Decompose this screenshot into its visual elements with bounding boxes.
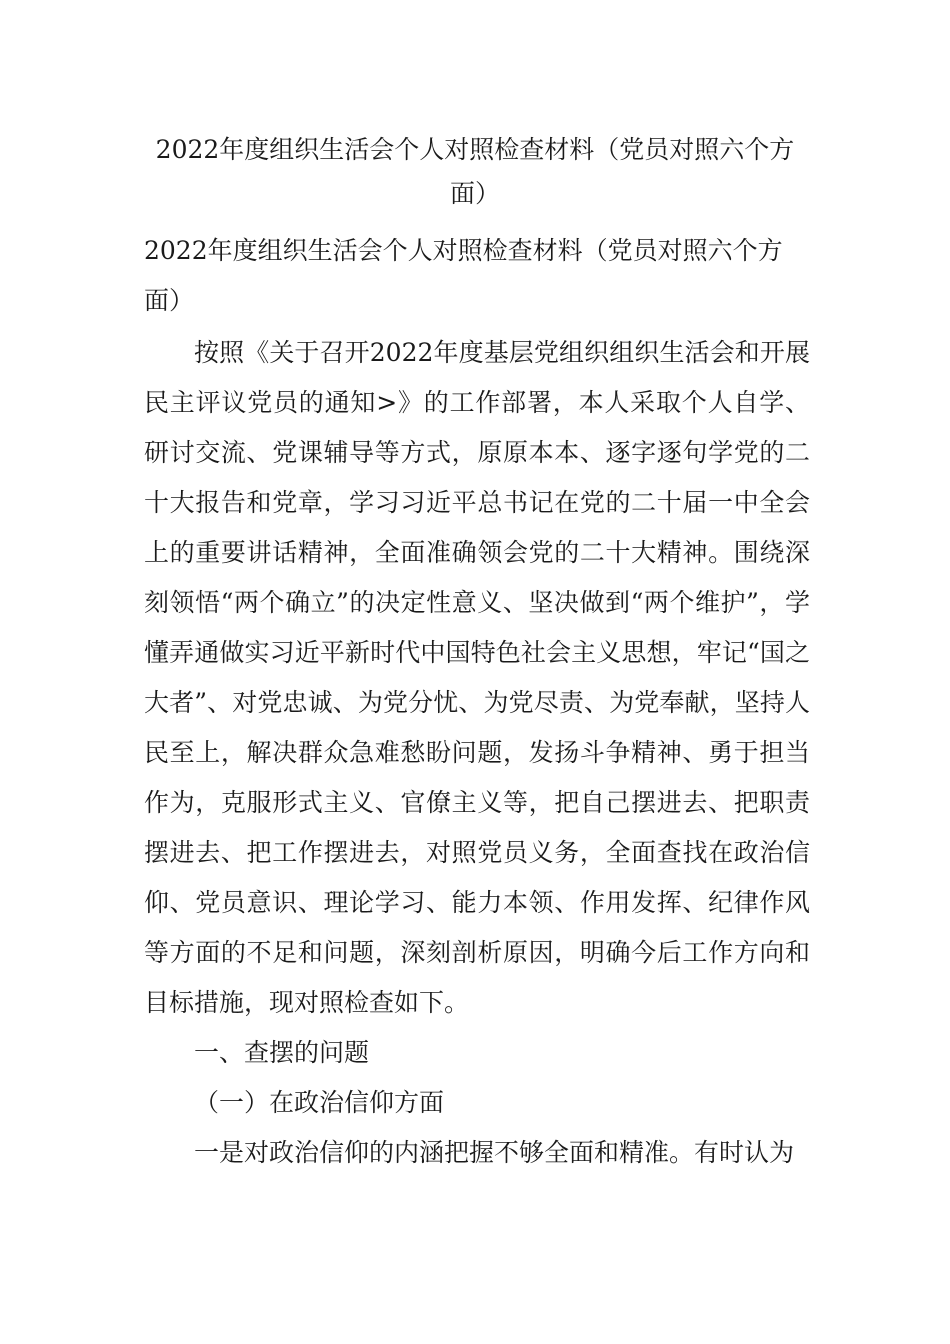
body-paragraph-intro: 按照《关于召开2022年度基层党组织组织生活会和开展民主评议党员的通知>》的工作部署，本人采取个人自学、研讨交流、党课辅导等方式，原原本本、逐字逐句学党的二十大报告和党章，学习习近平总书记在党的二十届一中全会上的重要讲话精神，全面准确领会党的二十大精神。围绕深刻领悟“两个确立”的决定性意义、坚决做到“两个维护”，学懂弄通做实习近平新时代中国特色社会主义思想，牢记“国之大者”、对党忠诚、为党分忧、为党尽责、为党奉献，坚持人民至上，解决群众急难愁盼问题，发扬斗争精神、勇于担当作为，克服形式主义、官僚主义等，把自己摆进去、把职责摆进去、把工作摆进去，对照党员义务，全面查找在政治信仰、党员意识、理论学习、能力本领、作用发挥、纪律作风等方面的不足和问题，深刻剖析原因，明确今后工作方向和目标措施，现对照检查如下。 <box>144 338 810 1017</box>
document-body <box>144 328 810 1178</box>
section-heading: 一、查摆的问题 <box>194 1038 370 1067</box>
document-subtitle: 2022年度组织生活会个人对照检查材料（党员对照六个方面） <box>144 236 783 315</box>
body-paragraph: 一是对政治信仰的内涵把握不够全面和精准。有时认为 <box>194 1138 795 1167</box>
subsection-heading: （一）在政治信仰方面 <box>194 1088 445 1117</box>
document-title: 2022年度组织生活会个人对照检查材料（党员对照六个方面） <box>155 135 795 208</box>
